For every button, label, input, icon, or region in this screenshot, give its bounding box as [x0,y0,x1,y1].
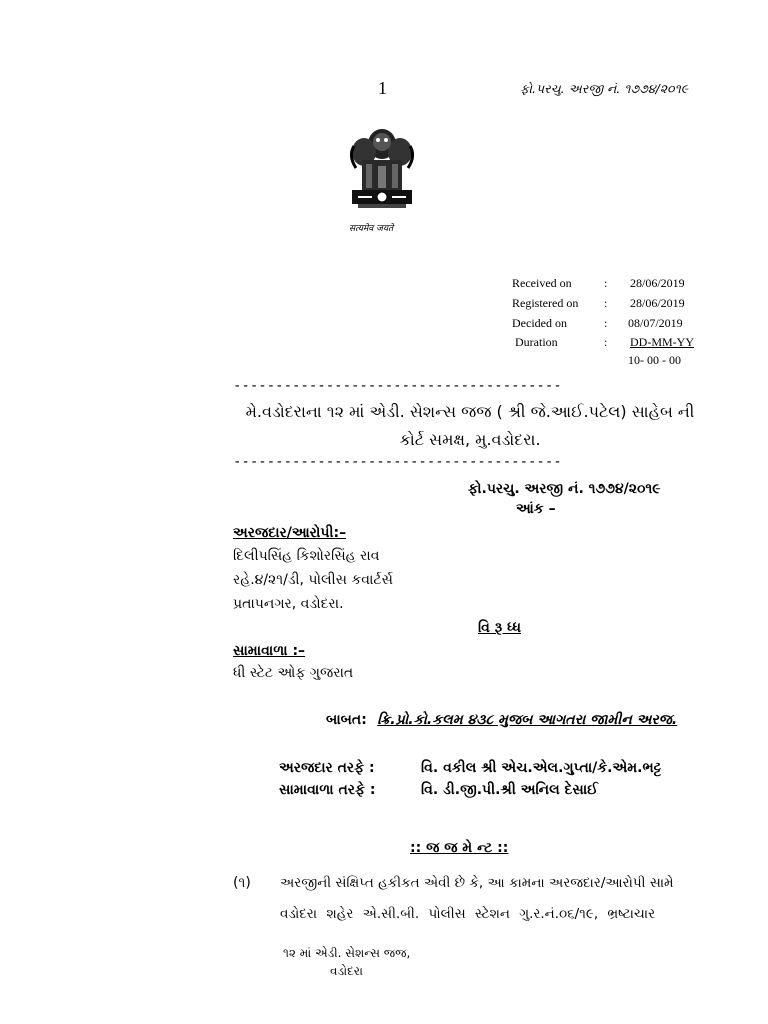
footer-judge-title: ૧૨ માં એડી. સેશન્સ જજ, [283,946,411,960]
court-line-2: કોર્ટ સમક્ષ, મુ.વડોદરા. [399,430,541,449]
meta-label: Duration [515,335,558,349]
para-1-line-2: વડોદરા શહેર એ.સી.બી. પોલીસ સ્ટેશન ગુ.ર.નં.૦૬/૧૯, ભ્રષ્ટાચાર [280,906,656,922]
footer-city: વડોદરા [330,964,363,978]
case-number: ફો.પરચુ. અરજી નં. ૧૭૭૪/૨૦૧૯ [468,481,661,497]
court-line-1: મે.વડોદરાના ૧૨ માં એડી. સેશન્સ જજ ( શ્રી જે.આઈ.પટેલ) સાહેબ ની [245,402,695,421]
meta-sep: : [604,316,608,330]
para-1-number: (૧) [233,875,251,891]
para-1-line-1: અરજીની સંક્ષિપ્ત હકીકત એવી છે કે, આ કામના અરજદાર/આરોપી સામે [280,875,674,891]
meta-value: 28/06/2019 [630,296,685,310]
respondent-heading: સામાવાળા :– [233,643,306,659]
duration-value: 10- 00 - 00 [628,353,681,367]
emblem-motto: सत्यमेव जयते [349,224,394,234]
meta-sep: : [604,335,608,349]
meta-sep: : [604,276,608,290]
applicant-address-2: પ્રતાપનગર, વડોદરા. [233,596,344,612]
meta-label: Registered on [512,296,579,310]
page-number: 1 [378,78,387,98]
applicant-name: દિલીપસિંહ કિશોરસિંહ રાવ [233,548,380,564]
applicant-heading: અરજદાર/આરોપી:– [233,525,347,541]
counsel-party-respondent: સામાવાળા તરફે : [279,782,376,798]
subject-row [326,712,677,728]
applicant-address-1: રહે.૪/૨૧/ડી, પોલીસ કવાર્ટર્સ [233,572,393,588]
respondent-name: ધી સ્ટેટ ઓફ ગુજરાત [233,665,354,681]
subject-label: બાબત: [326,712,367,728]
header-case-ref: ફો.પરચુ. અરજી નં. ૧૭૭૪/૨૦૧૯ [520,81,689,96]
meta-label: Decided on [512,316,567,330]
divider-top: --------------------------------------- [233,378,562,394]
counsel-party-applicant: અરજદાર તરફે : [279,760,375,776]
meta-label: Received on [512,276,572,290]
case-ank: આંક – [516,501,556,517]
subject-text: ક્રિ.પ્રો.કો.કલમ ૪૩૮ મુજબ આગતરા જામીન અરજ. [377,712,678,728]
divider-bottom: --------------------------------------- [233,454,562,470]
meta-value: 28/06/2019 [630,276,685,290]
versus-label: વિ રૂ ધ્ધ [478,620,522,636]
meta-value: 08/07/2019 [628,316,683,330]
counsel-name-respondent: વિ. ડી.જી.પી.શ્રી અનિલ દેસાઈ [421,782,598,798]
meta-value: DD-MM-YY [630,335,694,349]
judgment-title: :: જ જ મે ન્ટ :: [410,840,509,856]
counsel-name-applicant: વિ. વકીલ શ્રી એચ.એલ.ગુપ્તા/કે.એમ.ભટ્ટ [421,760,662,776]
state-emblem-icon [340,122,424,222]
meta-sep: : [604,296,608,310]
